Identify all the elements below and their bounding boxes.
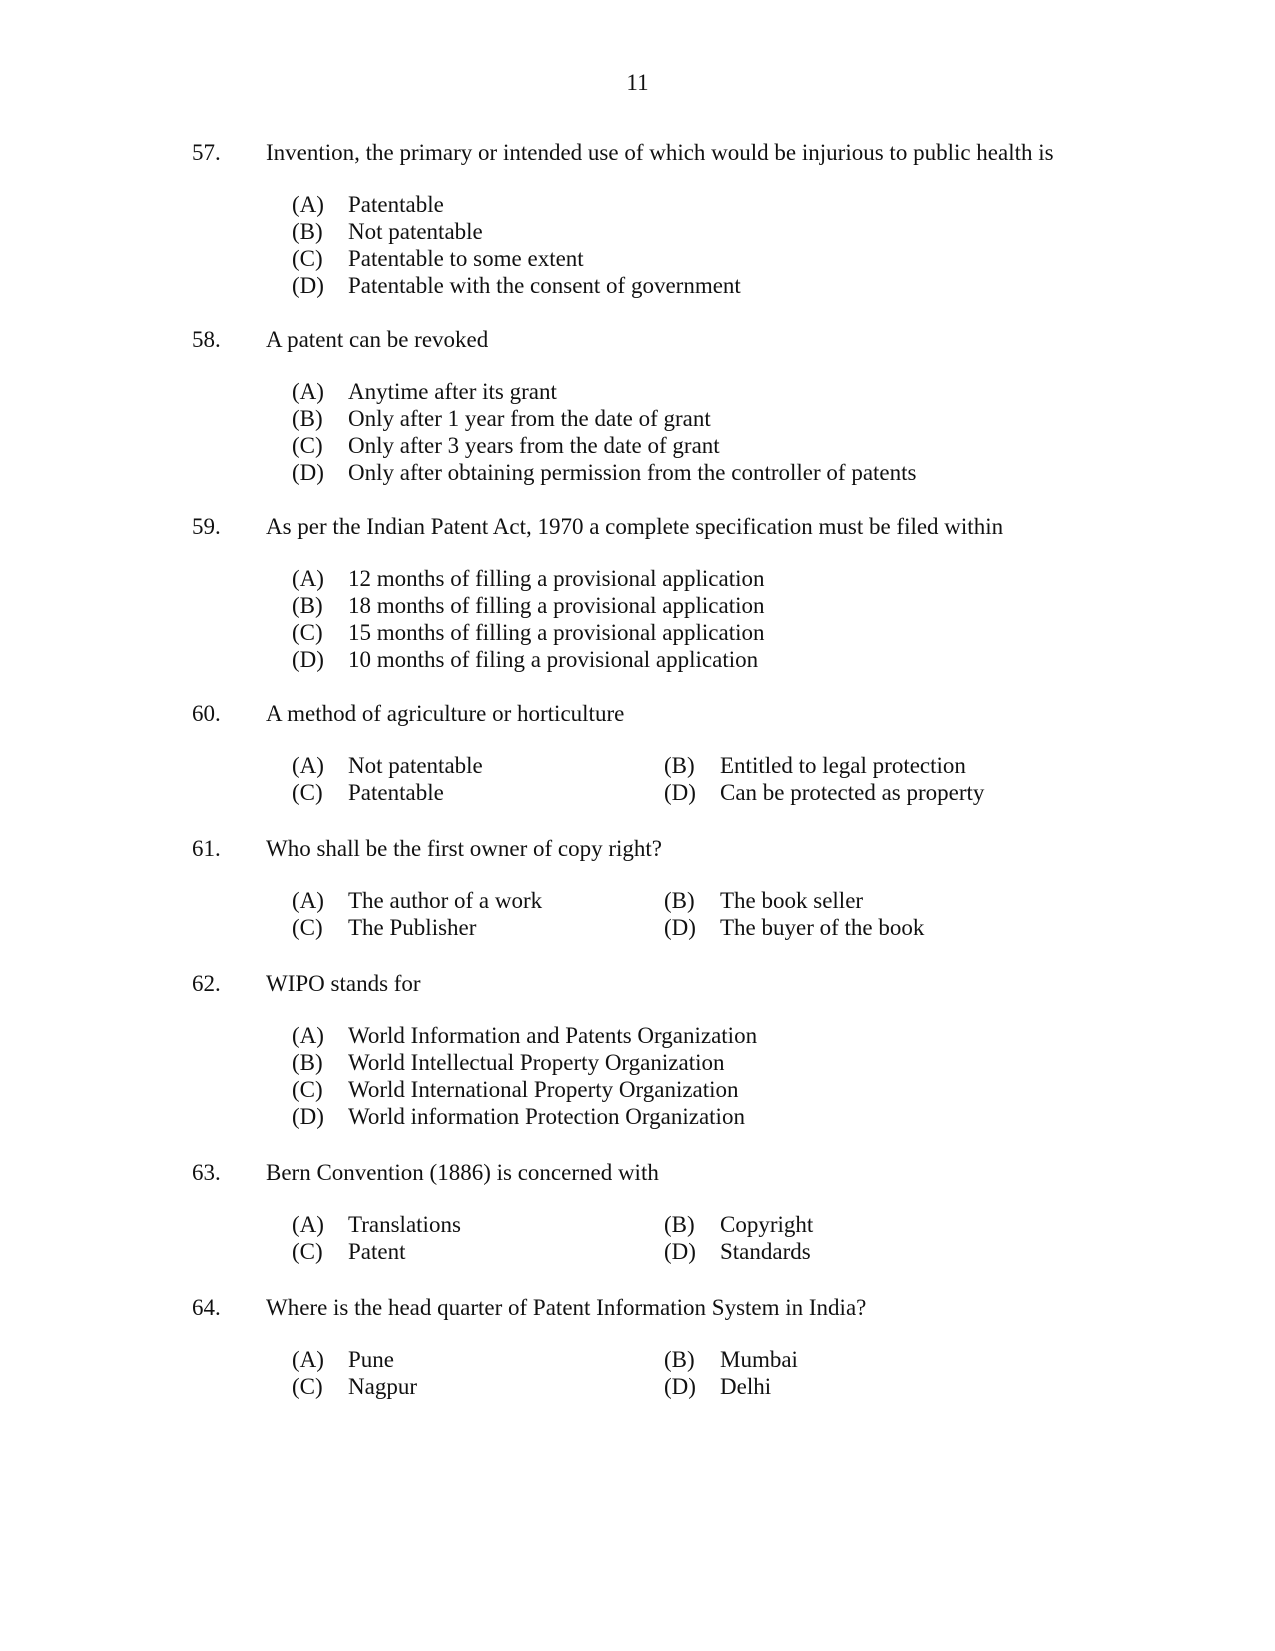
option-text: Pune bbox=[348, 1347, 394, 1372]
option-text: Patentable bbox=[348, 780, 444, 805]
option-text: World information Protection Organization bbox=[348, 1104, 745, 1129]
option-b bbox=[0, 406, 1275, 433]
option-letter: (B) bbox=[664, 1212, 695, 1237]
page-number: 11 bbox=[626, 70, 649, 95]
option-c bbox=[0, 1077, 1275, 1104]
option-text: Mumbai bbox=[720, 1347, 798, 1372]
option-text: Not patentable bbox=[348, 753, 483, 778]
option-list bbox=[0, 1023, 1275, 1131]
option-text: 12 months of filling a provisional application bbox=[348, 566, 765, 591]
option-list bbox=[0, 379, 1275, 487]
question-number: 63. bbox=[192, 1160, 221, 1185]
option-letter: (D) bbox=[664, 915, 696, 940]
option-text: World Intellectual Property Organization bbox=[348, 1050, 725, 1075]
question-number: 62. bbox=[192, 971, 221, 996]
option-text: Patentable bbox=[348, 192, 444, 217]
question-text: A method of agriculture or horticulture bbox=[266, 701, 625, 726]
option-c bbox=[0, 620, 1275, 647]
option-b bbox=[0, 593, 1275, 620]
option-grid bbox=[0, 1212, 1275, 1266]
option-letter: (C) bbox=[292, 1374, 323, 1399]
option-letter: (B) bbox=[292, 1050, 323, 1075]
option-letter: (C) bbox=[292, 1239, 323, 1264]
option-letter: (B) bbox=[292, 219, 323, 244]
option-a bbox=[0, 192, 1275, 219]
option-text: Patentable to some extent bbox=[348, 246, 584, 271]
option-letter: (C) bbox=[292, 620, 323, 645]
option-text: The book seller bbox=[720, 888, 864, 913]
option-c bbox=[0, 433, 1275, 460]
question-number: 61. bbox=[192, 836, 221, 861]
option-text: Only after obtaining permission from the controller of patents bbox=[348, 460, 917, 485]
question-number: 64. bbox=[192, 1295, 221, 1320]
option-letter: (C) bbox=[292, 1077, 323, 1102]
question-text: Bern Convention (1886) is concerned with bbox=[266, 1160, 659, 1185]
option-letter: (D) bbox=[292, 273, 324, 298]
option-b bbox=[0, 1050, 1275, 1077]
option-letter: (A) bbox=[292, 1347, 324, 1372]
option-text: The author of a work bbox=[348, 888, 543, 913]
option-text: Not patentable bbox=[348, 219, 483, 244]
option-letter: (B) bbox=[292, 593, 323, 618]
option-text: Patentable with the consent of government bbox=[348, 273, 741, 298]
question-text: Where is the head quarter of Patent Information System in India? bbox=[266, 1295, 867, 1320]
option-letter: (B) bbox=[292, 406, 323, 431]
question-text: Invention, the primary or intended use of which would be injurious to public health is bbox=[266, 140, 1054, 165]
option-grid bbox=[0, 888, 1275, 942]
option-text: Only after 3 years from the date of grant bbox=[348, 433, 720, 458]
question-number: 59. bbox=[192, 514, 221, 539]
option-text: Delhi bbox=[720, 1374, 772, 1399]
option-list bbox=[0, 192, 1275, 300]
option-grid bbox=[0, 1347, 1275, 1401]
option-text: 18 months of filling a provisional application bbox=[348, 593, 765, 618]
question-text: WIPO stands for bbox=[266, 971, 421, 996]
option-d bbox=[0, 647, 1275, 674]
option-grid bbox=[0, 753, 1275, 807]
option-letter: (A) bbox=[292, 1023, 324, 1048]
option-letter: (C) bbox=[292, 433, 323, 458]
option-d bbox=[0, 273, 1275, 300]
option-text: Can be protected as property bbox=[720, 780, 985, 805]
option-text: Anytime after its grant bbox=[348, 379, 557, 404]
question-text: Who shall be the first owner of copy right? bbox=[266, 836, 662, 861]
option-text: 15 months of filling a provisional application bbox=[348, 620, 765, 645]
option-a bbox=[0, 566, 1275, 593]
option-letter: (B) bbox=[664, 888, 695, 913]
option-letter: (B) bbox=[664, 1347, 695, 1372]
option-text: Patent bbox=[348, 1239, 406, 1264]
option-letter: (A) bbox=[292, 888, 324, 913]
option-text: World Information and Patents Organization bbox=[348, 1023, 758, 1048]
option-text: The Publisher bbox=[348, 915, 477, 940]
option-text: Nagpur bbox=[348, 1374, 417, 1399]
option-letter: (C) bbox=[292, 915, 323, 940]
option-letter: (D) bbox=[664, 1239, 696, 1264]
option-letter: (B) bbox=[664, 753, 695, 778]
option-letter: (A) bbox=[292, 566, 324, 591]
option-text: Entitled to legal protection bbox=[720, 753, 966, 778]
option-text: Standards bbox=[720, 1239, 811, 1264]
option-letter: (C) bbox=[292, 780, 323, 805]
option-list bbox=[0, 566, 1275, 674]
option-text: World International Property Organization bbox=[348, 1077, 739, 1102]
option-text: Copyright bbox=[720, 1212, 814, 1237]
option-a bbox=[0, 1023, 1275, 1050]
question-number: 57. bbox=[192, 140, 221, 165]
question-text: A patent can be revoked bbox=[266, 327, 489, 352]
option-letter: (D) bbox=[292, 1104, 324, 1129]
option-letter: (D) bbox=[292, 647, 324, 672]
option-c bbox=[0, 246, 1275, 273]
option-letter: (A) bbox=[292, 753, 324, 778]
option-b bbox=[0, 219, 1275, 246]
option-text: Translations bbox=[348, 1212, 461, 1237]
question-number: 58. bbox=[192, 327, 221, 352]
question-number: 60. bbox=[192, 701, 221, 726]
option-d bbox=[0, 1104, 1275, 1131]
option-letter: (C) bbox=[292, 246, 323, 271]
option-letter: (A) bbox=[292, 1212, 324, 1237]
option-text: 10 months of filing a provisional application bbox=[348, 647, 759, 672]
option-letter: (A) bbox=[292, 379, 324, 404]
option-d bbox=[0, 460, 1275, 487]
question-text: As per the Indian Patent Act, 1970 a complete specification must be filed within bbox=[266, 514, 1004, 539]
option-text: The buyer of the book bbox=[720, 915, 925, 940]
option-letter: (D) bbox=[664, 1374, 696, 1399]
option-text: Only after 1 year from the date of grant bbox=[348, 406, 711, 431]
option-letter: (A) bbox=[292, 192, 324, 217]
option-letter: (D) bbox=[664, 780, 696, 805]
option-a bbox=[0, 379, 1275, 406]
option-letter: (D) bbox=[292, 460, 324, 485]
